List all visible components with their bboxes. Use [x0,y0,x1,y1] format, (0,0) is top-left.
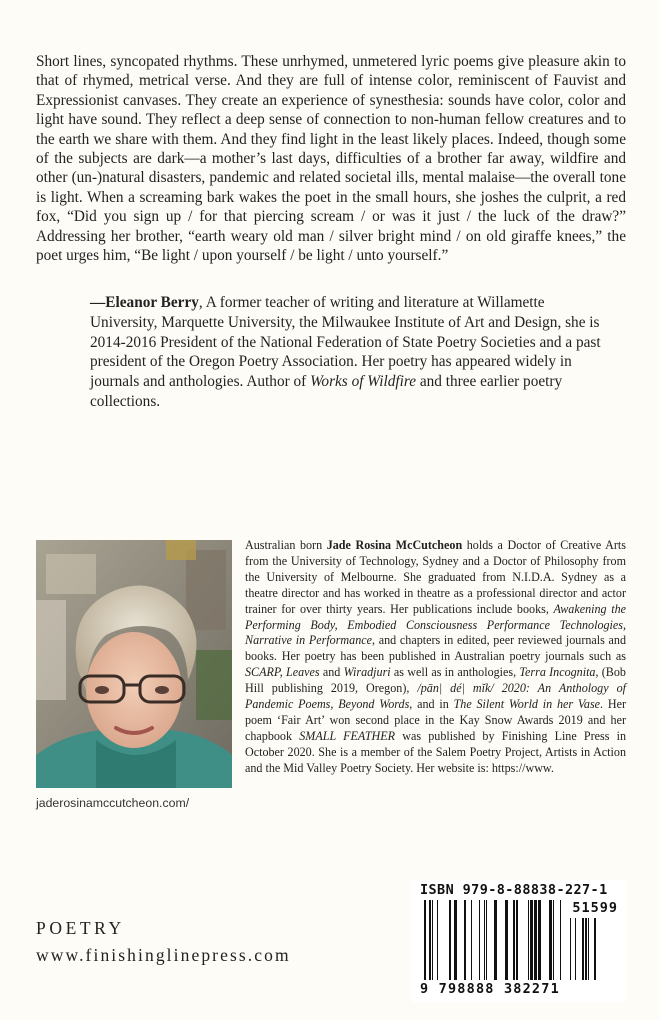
bio-anthology: Terra Incognita, [519,665,599,680]
bio-chapbook: SMALL FEATHER [299,728,396,743]
bio-text: as well as in anthologies, [390,665,520,680]
bio-text: and [319,665,344,680]
barcode-bar [432,900,433,980]
attribution-book-title: Works of Wildfire [310,373,417,391]
ean-digits: 9 798888 382271 [420,981,560,997]
barcode-addon-bar [582,918,584,980]
barcode-bar [429,900,431,980]
bio-journal: SCARP, Leaves [245,665,320,680]
bio-anthology: /pān| dé| mĭk/ 2020: An Anthology of Pandemic Poems, Beyond Words [245,681,626,712]
barcode-bar [437,900,438,980]
bio-text: (Bob Hill publishing 2019, Oregon), [245,665,626,696]
author-name: Jade Rosina McCutcheon [326,538,463,552]
back-cover-blurb [36,52,626,265]
attribution-text-end: and three earlier poetry collections. [90,373,563,410]
bio-journal: Wiradjuri [343,665,391,680]
barcode-bar [424,900,426,980]
barcode-bar [513,900,515,980]
barcode-bar [534,900,537,980]
barcode-addon-bar [585,918,587,980]
barcode-bar [479,900,480,980]
author-photo [36,540,232,788]
barcode-bar [464,900,466,980]
attribution-name: —Eleanor Berry [90,294,199,311]
barcode-bar [471,900,472,980]
barcode-bar [528,900,529,980]
barcode-addon-bar [594,918,596,980]
barcode-bar [538,900,541,980]
publisher-website: www.finishinglinepress.com [36,945,291,965]
barcode-bar [560,900,561,980]
author-website-caption: jaderosinamccutcheon.com/ [36,796,190,810]
genre-label: POETRY [36,918,125,938]
barcode-bar [494,900,497,980]
barcode-addon-bar [588,918,589,980]
blurb-attribution [90,293,610,412]
barcode-bar [486,900,487,980]
barcode-bar [449,900,451,980]
price-code: 51599 [572,900,618,916]
bio-text: , and chapters in edited, peer reviewed journals and books. Her poetry has been published in Australian poetry journals such as [245,633,626,664]
bio-text: was published by Finishing Line Press in October 2020. She is a member of the Salem Poetry Project, Artists in Action and the Mid Valley Poetry Society. Her website is: https://www. [245,728,627,775]
bio-books: Awakening the Performing Body, Embodied Consciousness Performance Technologies, Narrative in Performance [245,601,626,648]
isbn-label: ISBN 979-8-88838-227-1 [420,882,608,898]
barcode-bar [530,900,533,980]
barcode-addon-bar [575,918,576,980]
bio-text: . Her poem ‘Fair Art’ won second place in the Kay Snow Awards 2019 and her chapbook [245,697,626,743]
barcode-bar [505,900,508,980]
author-bio [245,538,626,777]
attribution-text: , A former teacher of writing and literature at Willamette University, Marquette University, the Milwaukee Institute of Art and Design, she is 2014-2016 President of the National Federation of State Poetry Societies and a past president of the Oregon Poetry Association. Her poetry has appeared widely in journals and anthologies. Author of [90,294,601,391]
bio-text: Australian born [245,538,327,552]
barcode-bar [516,900,518,980]
barcode-bar [553,900,554,980]
isbn-barcode [412,880,626,1002]
barcode-addon-bar [570,918,571,980]
bio-text: , and in [409,697,454,712]
author-portrait-image [36,540,232,788]
blurb-text: Short lines, syncopated rhythms. These unrhymed, unmetered lyric poems give pleasure akin to that of rhymed, metrical verse. And they are full of intense color, reminiscent of Fauvist and Expressionist canvases. They create an experience of synesthesia: sounds have color, color and light have sound. They reflect a deep sense of connection to non-human fellow creatures and to the earth we share with them. And they find light in the least likely places. Indeed, though some of the subjects are dark—a mother’s last days, difficulties of a brother far away, wildfire and other (un-)natural disasters, pandemic and related societal ills, mental malaise—the overall tone is light. When a screaming bark wakes the poet in the small hours, she joshes the culprit, a red fox, “Did you sign up / for that piercing scream / or was it just / the luck of the draw?” Addressing her brother, “earth weary old man / silver bright mind / on old giraffe knees,” the poet urges him, “Be light / upon yourself / be light / unto yourself.” [36,53,626,265]
barcode-bar [454,900,457,980]
barcode-bar [484,900,485,980]
bio-anthology: The Silent World in her Vase [453,697,601,712]
barcode-bar [549,900,552,980]
bio-text: holds a Doctor of Creative Arts from the University of Technology, Sydney and a Doctor of Philosophy from the University of Melbourne. She graduated from N.I.D.A. Sydney as a theatre director and has worked in theatre as a professional director and actor trainer for over thirty years. Her publications include books, [245,538,626,616]
